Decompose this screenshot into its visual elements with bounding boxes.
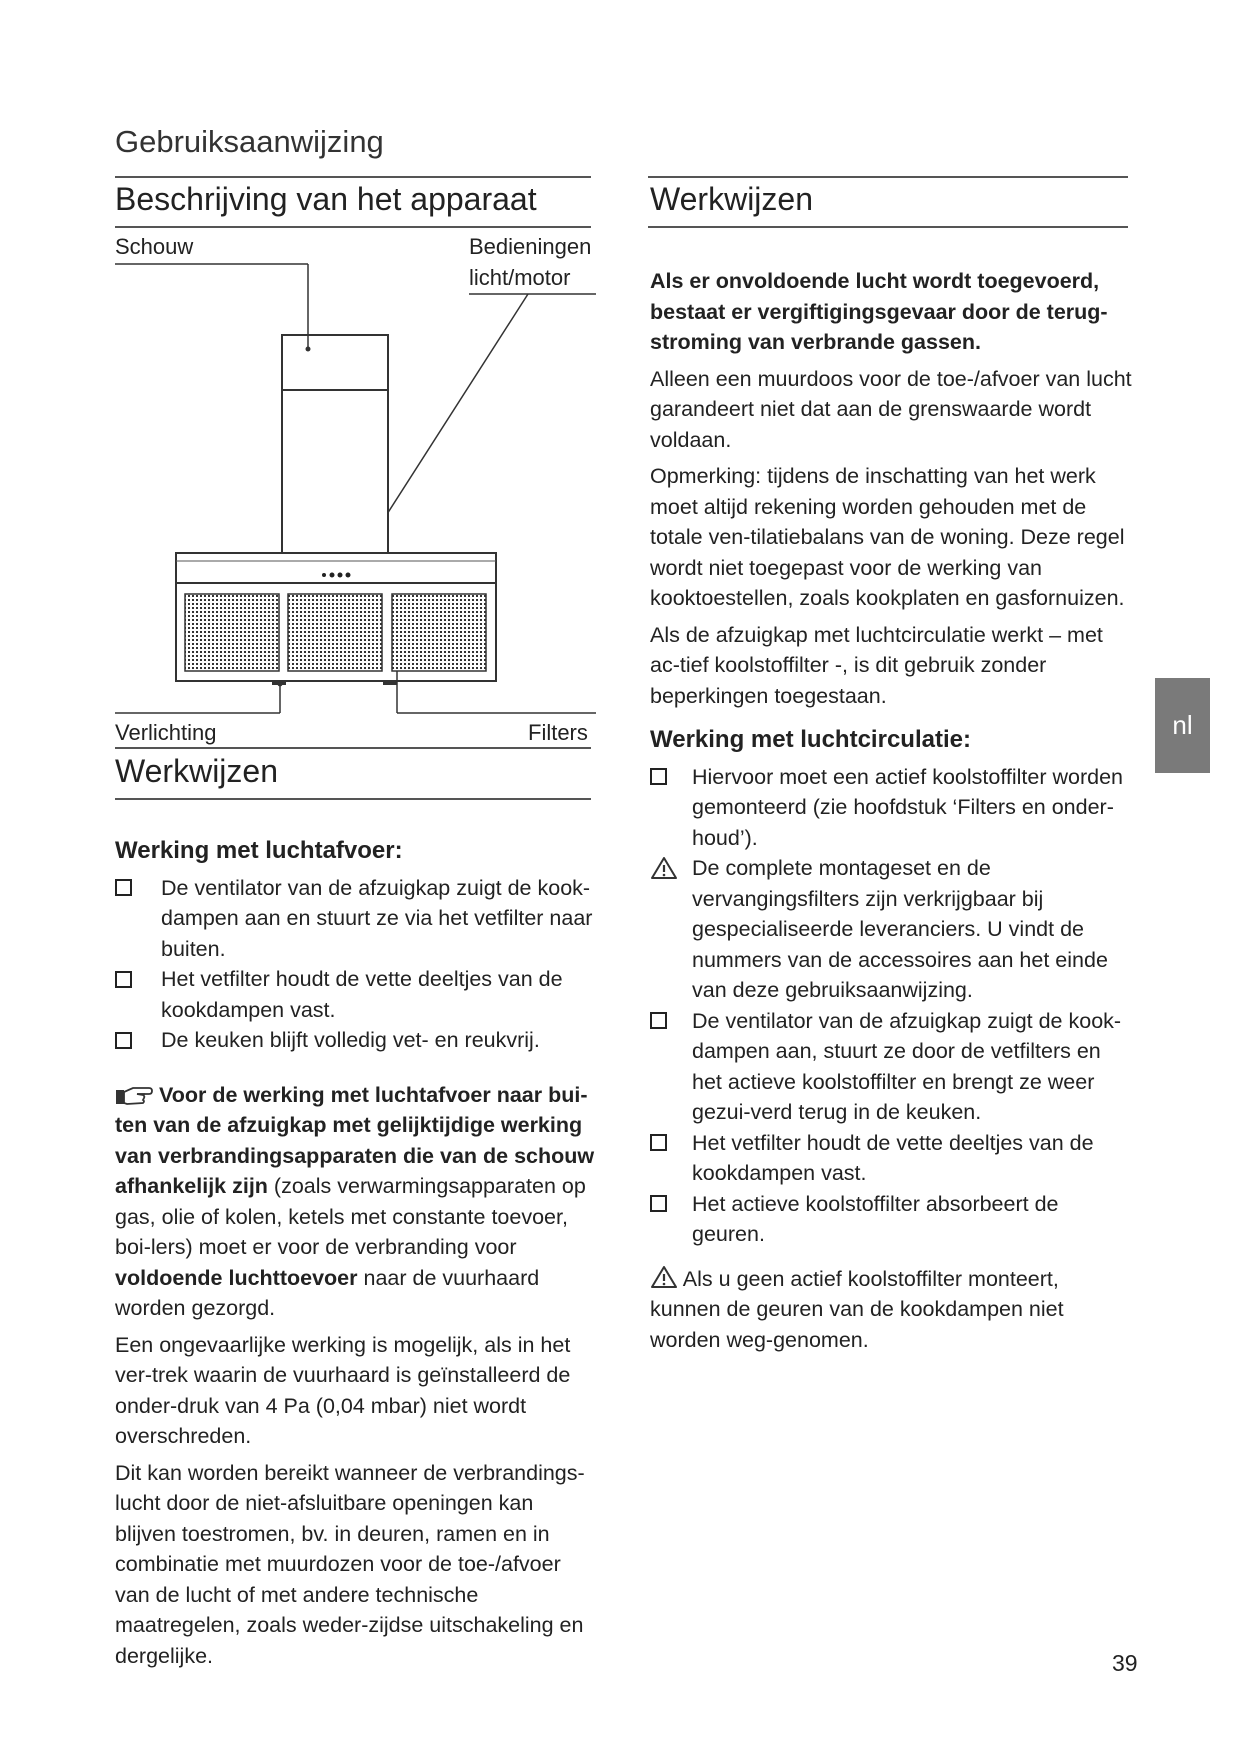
divider [115,226,591,228]
list-item [650,1128,1135,1189]
checkbox-icon [115,971,132,988]
list-item [650,1189,1135,1250]
warning-bold-paragraph: Als er onvoldoende lucht wordt toegevoerd, bestaat er vergiftigingsgevaar door de terug-stroming van verbrande gassen. [650,269,1108,354]
checkbox-icon [115,1032,132,1049]
control-button [322,573,326,577]
paragraph: Als de afzuigkap met luchtcirculatie werkt – met ac-tief koolstoffilter -, is dit gebruik zonder beperkingen toegestaan. [650,622,1103,708]
hood-diagram [100,255,600,755]
divider [115,798,591,800]
note-bold: Voor de werking met luchtafvoer naar bui-ten van de afzuigkap met gelijktijdige werking van verbrandingsapparaten die van de schouw afhankelijk zijn [115,1082,595,1198]
divider [115,176,591,178]
list-item-warning [650,853,1135,1006]
checkbox-icon [650,768,667,785]
chimney-lower [282,390,388,566]
language-tab: nl [1155,678,1210,773]
divider [648,176,1128,178]
label-licht-motor: licht/motor [469,265,571,290]
page-number: 39 [1112,1650,1138,1676]
note-text: naar de vuurhaard worden gezorgd. [115,1265,540,1320]
list-item [650,762,1135,854]
note-paragraph [115,1080,600,1324]
hood-top [176,553,496,583]
warning-icon [650,1265,678,1289]
note-bold: voldoende luchttoevoer [115,1265,358,1290]
list-item-text: Het actieve koolstoffilter absorbeert de geuren. [692,1191,1059,1246]
light [383,681,397,685]
warning-icon [650,856,678,880]
list-item [115,873,600,965]
control-button [338,573,343,578]
subheading-luchtcirculatie: Werking met luchtcirculatie: [650,726,971,753]
control-button [330,573,335,578]
grease-filter [185,594,279,671]
final-warning-text: Als u geen actief koolstoffilter monteert, kunnen de geuren van de kookdampen niet worden weg-genomen. [650,1266,1064,1352]
divider [648,226,1128,228]
document-title: Gebruiksaanwijzing [115,124,384,159]
paragraph: Een ongevaarlijke werking is mogelijk, als in het ver-trek waarin de vuurhaard is geïnstalleerd de onder-druk van 4 Pa (0,04 mbar) niet wordt overschreden. [115,1332,571,1448]
list-item-text: De ventilator van de afzuigkap zuigt de kook-dampen aan, stuurt ze door de vetfilters en het actieve koolstoffilter en brengt ze weer gezui-verd terug in de keuken. [692,1008,1122,1124]
grease-filter [288,594,382,671]
checkbox-icon [115,879,132,896]
section-title-werkwijzen-right: Werkwijzen [650,181,813,217]
label-schouw: Schouw [115,234,194,259]
control-button [346,573,351,578]
list-item-text: De complete montageset en de vervangingsfilters zijn verkrijgbaar bij gespecialiseerde leveranciers. U vindt de nummers van de accessoires aan het einde van deze gebruiksaanwijzing. [692,856,1108,1002]
list-item [650,1006,1135,1128]
pointing-hand-icon [115,1084,153,1106]
left-column-body [115,836,600,1677]
list-item-text: Het vetfilter houdt de vette deeltjes van de kookdampen vast. [692,1130,1094,1185]
note-text: (zoals verwarmingsapparaten op gas, olie of kolen, ketels met constante toevoer, boi-lers) moet er voor de verbranding voor [115,1174,586,1259]
grease-filter [392,594,486,671]
final-warning-paragraph [650,1264,1135,1356]
paragraph: Opmerking: tijdens de inschatting van het werk moet altijd rekening worden gehouden met de totale ven-tilatiebalans van de woning. Deze regel wordt niet toegepast voor de werking van kooktoestellen, zoals kookplaten en gasfornuizen. [650,464,1125,610]
list-item [115,964,600,1025]
subheading-luchtafvoer: Werking met luchtafvoer: [115,837,403,864]
section-title-description: Beschrijving van het apparaat [115,181,537,217]
list-item [115,1025,600,1056]
divider [115,747,591,749]
list-item-text: Het vetfilter houdt de vette deeltjes van de kookdampen vast. [161,967,563,1022]
checkbox-icon [650,1195,667,1212]
checkbox-icon [650,1134,667,1151]
checkbox-icon [650,1012,667,1029]
section-title-werkwijzen-left: Werkwijzen [115,753,278,789]
paragraph: Dit kan worden bereikt wanneer de verbrandings-lucht door de niet-afsluitbare openingen kan blijven toestromen, bv. in deuren, ramen en in combinatie met muurdozen voor de toe-/afvoer van de lucht of met andere technische maatregelen, zoals weder-zijdse uitschakeling en dergelijke. [115,1460,585,1668]
list-item-text: Hiervoor moet een actief koolstoffilter worden gemonteerd (zie hoofdstuk ‘Filters en onder-houd’). [692,764,1124,850]
right-column-body [650,266,1135,1361]
label-verlichting: Verlichting [115,720,217,745]
label-filters: Filters [528,720,588,745]
leader-dot [306,347,311,352]
paragraph: Alleen een muurdoos voor de toe-/afvoer van lucht garandeert niet dat aan de grenswaarde wordt voldaan. [650,366,1132,452]
list-item-text: De keuken blijft volledig vet- en reukvrij. [161,1028,540,1052]
label-bedieningen: Bedieningen [469,234,592,259]
list-item-text: De ventilator van de afzuigkap zuigt de kook-dampen aan en stuurt ze via het vetfilter naar buiten. [161,875,593,961]
